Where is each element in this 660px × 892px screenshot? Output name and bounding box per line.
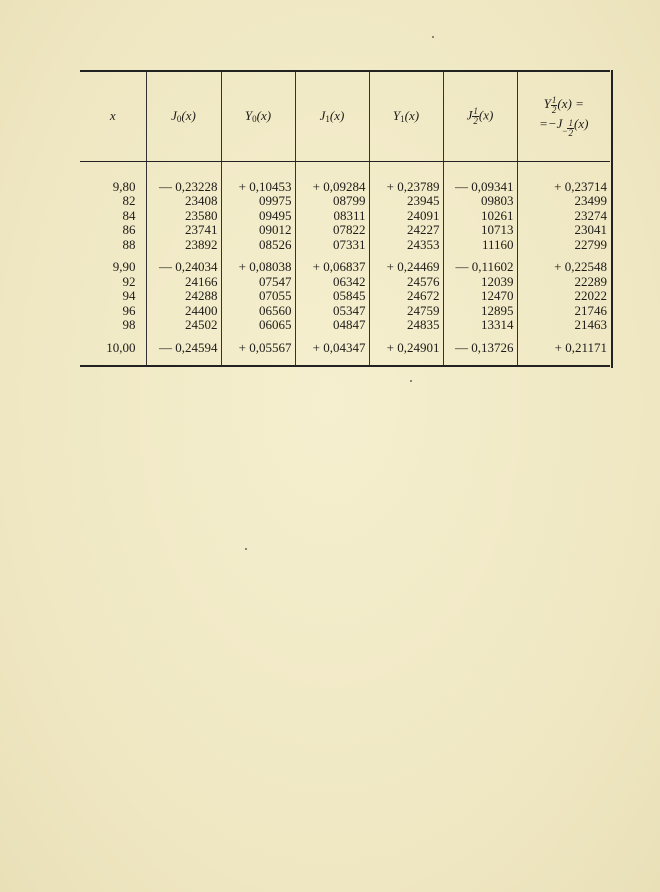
cell-y-half: + 0,22548 (517, 260, 610, 275)
cell-x: 84 (122, 207, 136, 223)
spacer-row (80, 161, 610, 180)
cell-y-half: 23274 (517, 209, 610, 224)
cell-j1: 08799 (295, 194, 369, 209)
cell-y1: 23945 (369, 194, 443, 209)
cell-y-half: 21463 (517, 318, 610, 333)
print-speck (410, 380, 412, 382)
table-bottom-rule (80, 355, 610, 366)
cell-j1: + 0,09284 (295, 180, 369, 195)
cell-j1: + 0,04347 (295, 341, 369, 356)
table-row (80, 275, 610, 290)
cell-j0: 24502 (146, 318, 221, 333)
cell-j-half: — 0,09341 (443, 180, 517, 195)
cell-x: 88 (122, 236, 136, 252)
cell-y-half: + 0,23714 (517, 180, 610, 195)
cell-x: 10,00 (106, 339, 136, 355)
cell-y1: 24353 (369, 238, 443, 253)
cell-j-half: 10713 (443, 223, 517, 238)
header-y-half: Y $\frac{1}{2}$ (x) = $=-J_-$ $\frac{1}{2}$ (x) (517, 71, 610, 161)
cell-j0: 24166 (146, 275, 221, 290)
bessel-table-container (80, 70, 610, 368)
table-row (80, 209, 610, 224)
table-row (80, 180, 610, 195)
table-row (80, 318, 610, 333)
cell-j-half: 12895 (443, 304, 517, 319)
cell-x: 82 (122, 193, 136, 208)
cell-j-half: 10261 (443, 209, 517, 224)
cell-y1: + 0,24901 (369, 341, 443, 356)
cell-y1: + 0,23789 (369, 180, 443, 195)
cell-j1: 07822 (295, 223, 369, 238)
cell-y1: 24091 (369, 209, 443, 224)
header-y0: $Y_0(x)$ (221, 71, 295, 161)
cell-y1: 24227 (369, 223, 443, 238)
cell-y-half: 23041 (517, 223, 610, 238)
cell-j-half: 11160 (443, 238, 517, 253)
cell-y1: 24576 (369, 275, 443, 290)
header-x: x (80, 71, 146, 161)
cell-j1: + 0,06837 (295, 260, 369, 275)
header-y1: $Y_1(x)$ (369, 71, 443, 161)
cell-y0: 07547 (221, 275, 295, 290)
cell-y0: 09495 (221, 209, 295, 224)
cell-x: 86 (122, 222, 136, 237)
cell-y0: + 0,10453 (221, 180, 295, 195)
cell-y0: + 0,05567 (221, 341, 295, 356)
cell-y-half: 22289 (517, 275, 610, 290)
cell-y0: 07055 (221, 289, 295, 304)
cell-y-half: 23499 (517, 194, 610, 209)
cell-x: 9,80 (112, 178, 136, 194)
table-row (80, 341, 610, 356)
cell-y-half: + 0,21171 (517, 341, 610, 356)
cell-j-half: 09803 (443, 194, 517, 209)
print-speck (432, 36, 434, 38)
cell-j1: 06342 (295, 275, 369, 290)
cell-j0: 23408 (146, 194, 221, 209)
cell-j-half: 12470 (443, 289, 517, 304)
bessel-function-table (80, 70, 610, 367)
cell-x: 94 (122, 288, 136, 303)
cell-y1: + 0,24469 (369, 260, 443, 275)
cell-j1: 04847 (295, 318, 369, 333)
cell-j1: 05845 (295, 289, 369, 304)
cell-j-half: — 0,11602 (443, 260, 517, 275)
header-j-half: J $\frac{1}{2}$ (x) (443, 71, 517, 161)
cell-y1: 24672 (369, 289, 443, 304)
table-row (80, 194, 610, 209)
cell-j-half: 13314 (443, 318, 517, 333)
cell-j1: 08311 (295, 209, 369, 224)
cell-x: 98 (122, 317, 136, 332)
cell-y-half: 22022 (517, 289, 610, 304)
table-row (80, 238, 610, 253)
cell-y0: + 0,08038 (221, 260, 295, 275)
cell-y0: 08526 (221, 238, 295, 253)
cell-j1: 05347 (295, 304, 369, 319)
cell-y0: 06065 (221, 318, 295, 333)
cell-y0: 06560 (221, 304, 295, 319)
cell-j0: — 0,24594 (146, 341, 221, 356)
cell-j0: — 0,23228 (146, 180, 221, 195)
cell-j-half: 12039 (443, 275, 517, 290)
cell-x: 9,90 (112, 259, 136, 274)
cell-j0: 24288 (146, 289, 221, 304)
table-row (80, 223, 610, 238)
right-bracket-rule (608, 70, 613, 368)
cell-y0: 09012 (221, 223, 295, 238)
cell-x: 92 (122, 273, 136, 289)
cell-j0: 24400 (146, 304, 221, 319)
cell-j-half: — 0,13726 (443, 341, 517, 356)
table-row (80, 289, 610, 304)
cell-j0: — 0,24034 (146, 260, 221, 275)
cell-j0: 23580 (146, 209, 221, 224)
header-j0: $J_0(x)$ (146, 71, 221, 161)
cell-y-half: 22799 (517, 238, 610, 253)
header-row (80, 71, 610, 161)
cell-j0: 23741 (146, 223, 221, 238)
cell-y-half: 21746 (517, 304, 610, 319)
cell-j1: 07331 (295, 238, 369, 253)
cell-j0: 23892 (146, 238, 221, 253)
print-speck (245, 548, 247, 550)
cell-y0: 09975 (221, 194, 295, 209)
cell-x: 96 (122, 302, 136, 318)
cell-y1: 24759 (369, 304, 443, 319)
header-j1: $J_1(x)$ (295, 71, 369, 161)
table-row (80, 260, 610, 275)
table-row (80, 304, 610, 319)
cell-y1: 24835 (369, 318, 443, 333)
